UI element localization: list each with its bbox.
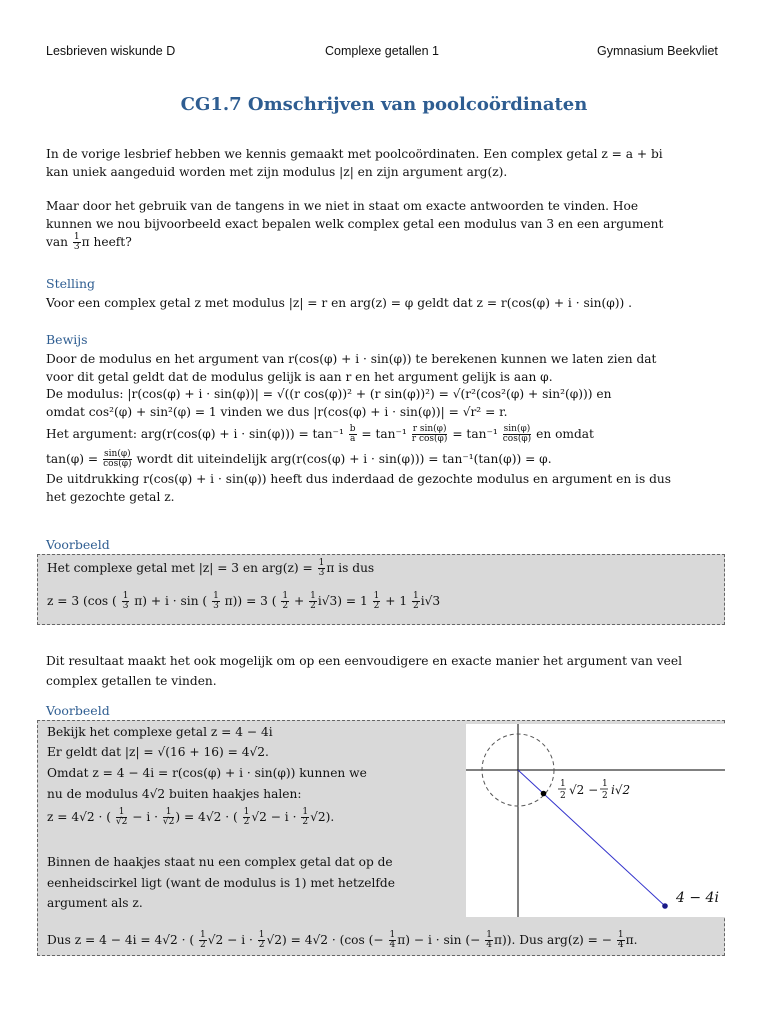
z-point-label: 4 − 4i bbox=[676, 890, 719, 906]
v1-line-2g: i√3 bbox=[420, 594, 441, 608]
frac-den: 2 bbox=[282, 601, 289, 611]
v2-line-5a: z = 4√2 · ( bbox=[47, 810, 112, 824]
intro-line-5 bbox=[46, 233, 726, 252]
frac-den: 2 bbox=[199, 940, 206, 950]
fraction-one-quarter bbox=[389, 931, 397, 950]
fraction-one-over-sqrt2 bbox=[163, 808, 174, 827]
frac-num: 1 bbox=[243, 807, 250, 817]
frac-num: 1 bbox=[412, 591, 419, 601]
v1-line-1a: Het complexe getal met |z| = 3 en arg(z) = bbox=[47, 561, 313, 575]
v2-line-5c: ) = 4√2 · ( bbox=[175, 810, 238, 824]
bewijs-line-6 bbox=[46, 447, 726, 471]
intro-line-3: Maar door het gebruik van de tangens in we niet in staat om exacte antwoorden te vinden. Hoe bbox=[46, 199, 639, 213]
middle-paragraph bbox=[46, 651, 726, 691]
v1-line-2f: + 1 bbox=[385, 594, 408, 608]
stelling-heading: Stelling bbox=[46, 276, 96, 291]
bewijs-line-6b: wordt dit uiteindelijk arg(r(cos(φ) + i · sin(φ))) = tan⁻¹(tan(φ)) = φ. bbox=[136, 452, 552, 466]
frac-num: 1 bbox=[617, 930, 624, 940]
bewijs-line-7: De uitdrukking r(cos(φ) + i · sin(φ)) heeft dus inderdaad de gezochte modulus en argument en is dus bbox=[46, 472, 671, 486]
bewijs-line-2: voor dit getal geldt dat de modulus gelijk is aan r en het argument gelijk is aan φ. bbox=[46, 369, 553, 384]
intro-line-2: kan uniek aangeduid worden met zijn modulus |z| en zijn argument arg(z). bbox=[46, 164, 508, 179]
bewijs-line-5 bbox=[46, 421, 726, 447]
bewijs-line-5d: en omdat bbox=[536, 427, 594, 441]
frac-num: 1 bbox=[213, 591, 219, 601]
bewijs-line-6a: tan(φ) = bbox=[46, 452, 99, 466]
v1-line-2b: π) + i · sin ( bbox=[134, 594, 208, 608]
voorbeeld-1-line-2 bbox=[47, 591, 440, 611]
v2-line-9b: √2 − i · bbox=[207, 933, 253, 947]
fraction-tan bbox=[103, 450, 132, 469]
bewijs-line-3: De modulus: |r(cos(φ) + i · sin(φ))| = √((r cos(φ))² + (r sin(φ))²) = √(r²(cos²(φ) + sin²(φ))) en bbox=[46, 387, 612, 401]
z-point bbox=[662, 903, 668, 909]
label-frac2-num: 1 bbox=[602, 779, 608, 789]
fraction-one-half bbox=[243, 808, 251, 827]
frac-den: r cos(φ) bbox=[411, 434, 448, 444]
frac-den: 2 bbox=[412, 601, 419, 611]
frac-num: 1 bbox=[258, 930, 265, 940]
frac-den: 3 bbox=[318, 568, 325, 578]
v2-line-9e: π)). Dus arg(z) = − bbox=[493, 933, 612, 947]
v2-line-5 bbox=[47, 807, 334, 827]
intro-line-5b: π heeft? bbox=[81, 235, 132, 249]
v2-line-9c: √2) = 4√2 · (cos (− bbox=[266, 933, 384, 947]
fraction-one-half bbox=[281, 592, 289, 611]
frac-den: a bbox=[349, 434, 356, 444]
frac-den: 4 bbox=[486, 940, 492, 950]
label-frac-num: 1 bbox=[560, 779, 566, 789]
bewijs-line-5c: = tan⁻¹ bbox=[452, 427, 498, 441]
v2-line-9f: π. bbox=[625, 933, 638, 947]
frac-num: sin(φ) bbox=[503, 424, 531, 434]
bewijs-line-8: het gezochte getal z. bbox=[46, 489, 175, 504]
fraction-one-third bbox=[73, 233, 81, 252]
frac-den: 3 bbox=[122, 601, 129, 611]
header-left: Lesbrieven wiskunde D bbox=[46, 44, 176, 58]
frac-num: 1 bbox=[73, 232, 80, 242]
intro-line-4: kunnen we nou bijvoorbeeld exact bepalen welk complex getal een modulus van 3 en een argument bbox=[46, 216, 664, 231]
v1-line-2d: + bbox=[294, 594, 305, 608]
frac-num: 1 bbox=[373, 591, 380, 601]
fraction-one-third bbox=[318, 559, 326, 578]
intro-paragraph-2 bbox=[46, 198, 726, 252]
frac-num: 1 bbox=[389, 930, 396, 940]
fraction-one-third bbox=[212, 592, 220, 611]
frac-den: 2 bbox=[258, 940, 265, 950]
frac-den: cos(φ) bbox=[103, 459, 132, 469]
fraction-one-quarter bbox=[617, 931, 625, 950]
v1-line-2a: z = 3 (cos ( bbox=[47, 594, 117, 608]
frac-num: 1 bbox=[163, 808, 174, 818]
v2-line-9a: Dus z = 4 − 4i = 4√2 · ( bbox=[47, 933, 195, 947]
v1-line-2e: i√3) = 1 bbox=[317, 594, 368, 608]
bewijs-line-5a: Het argument: arg(r(cos(φ) + i · sin(φ))) = tan⁻¹ bbox=[46, 427, 344, 441]
header-right: Gymnasium Beekvliet bbox=[597, 44, 718, 58]
bewijs-line-1: Door de modulus en het argument van r(cos(φ) + i · sin(φ)) te berekenen kunnen we laten zien dat bbox=[46, 352, 657, 366]
unit-point bbox=[541, 791, 547, 797]
middle-line-2: complex getallen te vinden. bbox=[46, 674, 217, 688]
frac-den: 3 bbox=[73, 242, 80, 252]
voorbeeld-1-box bbox=[37, 554, 725, 625]
fraction-sin-over-cos bbox=[503, 425, 532, 444]
v2-line-4: nu de modulus 4√2 buiten haakjes halen: bbox=[47, 787, 302, 801]
page-title: CG1.7 Omschrijven van poolcoördinaten bbox=[180, 94, 588, 115]
v2-line-3: Omdat z = 4 − 4i = r(cos(φ) + i · sin(φ)) kunnen we bbox=[47, 766, 367, 780]
v1-line-2c: π)) = 3 ( bbox=[224, 594, 277, 608]
frac-num: sin(φ) bbox=[104, 449, 131, 459]
frac-den: √2 bbox=[115, 817, 128, 827]
v2-line-9d: π) − i · sin (− bbox=[397, 933, 481, 947]
v1-line-1b: π is dus bbox=[326, 561, 375, 575]
fraction-b-over-a bbox=[349, 425, 357, 444]
v2-line-7: eenheidscirkel ligt (want de modulus is 1) met hetzelfde bbox=[47, 876, 395, 890]
frac-num: 1 bbox=[302, 807, 309, 817]
fraction-one-half bbox=[309, 592, 317, 611]
intro-paragraph-1 bbox=[46, 146, 726, 181]
bewijs-line-4: omdat cos²(φ) + sin²(φ) = 1 vinden we dus |r(cos(φ) + i · sin(φ))| = √r² = r. bbox=[46, 404, 508, 419]
frac-num: 1 bbox=[282, 591, 289, 601]
frac-den: 4 bbox=[617, 940, 624, 950]
v2-line-6: Binnen de haakjes staat nu een complex getal dat op de bbox=[47, 855, 393, 869]
bewijs-heading: Bewijs bbox=[46, 332, 88, 347]
fraction-one-half bbox=[412, 592, 420, 611]
intro-line-1: In de vorige lesbrief hebben we kennis gemaakt met poolcoördinaten. Een complex getal z = a + bi bbox=[46, 147, 663, 161]
complex-plane-svg bbox=[466, 724, 725, 917]
fraction-one-half bbox=[301, 808, 309, 827]
frac-num: 1 bbox=[318, 558, 325, 568]
label-frac-den: 2 bbox=[560, 791, 566, 801]
v2-line-5d: √2 − i · bbox=[251, 810, 297, 824]
frac-den: 4 bbox=[389, 940, 396, 950]
bewijs-line-5b: = tan⁻¹ bbox=[361, 427, 407, 441]
v2-line-8: argument als z. bbox=[47, 896, 143, 910]
frac-den: 3 bbox=[213, 601, 219, 611]
header-center: Complexe getallen 1 bbox=[325, 44, 439, 58]
frac-num: 1 bbox=[486, 930, 492, 940]
fraction-one-half bbox=[373, 592, 381, 611]
fraction-one-half bbox=[258, 931, 266, 950]
frac-num: 1 bbox=[310, 591, 316, 601]
intro-line-5a: van bbox=[46, 235, 69, 249]
voorbeeld-2-heading: Voorbeeld bbox=[46, 703, 110, 718]
frac-num: 1 bbox=[199, 930, 206, 940]
voorbeeld-1-line-1 bbox=[47, 558, 374, 578]
frac-den: 2 bbox=[310, 601, 316, 611]
fraction-one-third bbox=[122, 592, 130, 611]
frac-num: b bbox=[349, 424, 356, 434]
v2-line-5b: − i · bbox=[132, 810, 158, 824]
v2-line-1: Bekijk het complexe getal z = 4 − 4i bbox=[47, 725, 273, 739]
voorbeeld-1-heading: Voorbeeld bbox=[46, 537, 110, 552]
frac-den: 2 bbox=[373, 601, 380, 611]
middle-line-1: Dit resultaat maakt het ook mogelijk om op een eenvoudigere en exacte manier het argument van veel bbox=[46, 654, 682, 668]
fraction-one-over-sqrt2 bbox=[116, 808, 127, 827]
frac-den: 2 bbox=[302, 817, 309, 827]
frac-den: cos(φ) bbox=[502, 434, 532, 444]
fraction-one-quarter bbox=[485, 931, 493, 950]
v2-line-5e: √2). bbox=[310, 810, 335, 824]
unit-point-label bbox=[558, 779, 630, 801]
complex-plane-graph bbox=[466, 724, 725, 917]
label-frac2-den: 2 bbox=[602, 791, 608, 801]
frac-num: r sin(φ) bbox=[412, 424, 447, 434]
frac-den: 2 bbox=[243, 817, 250, 827]
frac-num: 1 bbox=[116, 808, 127, 818]
stelling-text: Voor een complex getal z met modulus |z| = r en arg(z) = φ geldt dat z = r(cos(φ) + i · sin(φ)) . bbox=[46, 296, 632, 310]
label-text-a: √2 − bbox=[569, 783, 599, 797]
v2-line-9 bbox=[47, 930, 637, 950]
v2-line-2: Er geldt dat |z| = √(16 + 16) = 4√2. bbox=[47, 745, 269, 759]
frac-num: 1 bbox=[122, 591, 129, 601]
bewijs-body bbox=[46, 351, 726, 506]
fraction-one-half bbox=[199, 931, 207, 950]
frac-den: √2 bbox=[162, 817, 175, 827]
fraction-rsin-over-rcos bbox=[412, 425, 448, 444]
label-text-b: i√2 bbox=[611, 783, 631, 797]
